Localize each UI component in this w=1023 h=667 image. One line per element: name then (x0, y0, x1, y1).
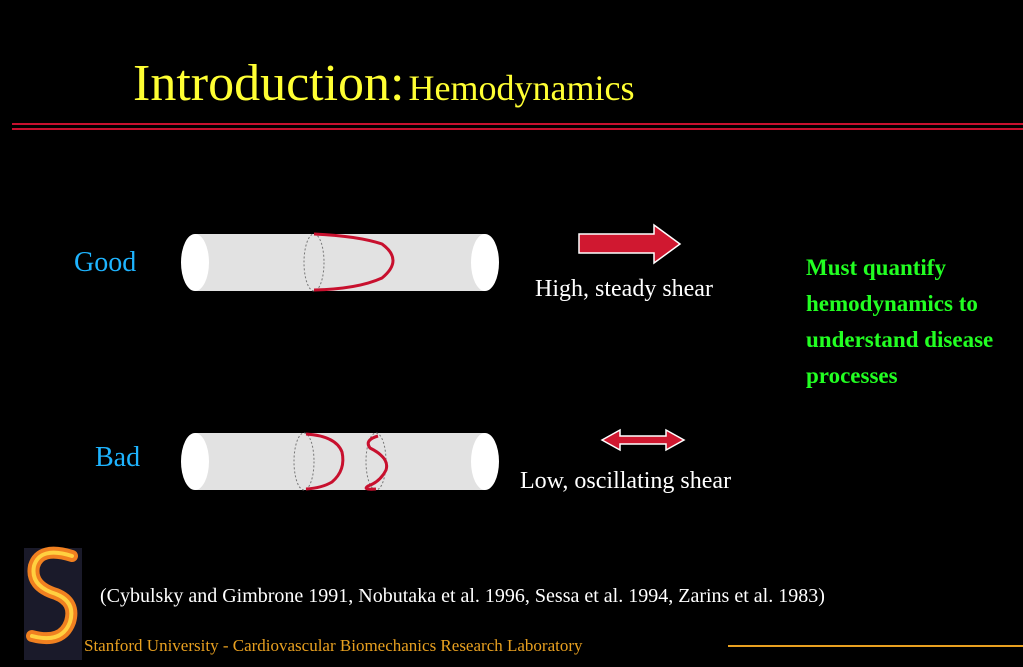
conclusion-note: Must quantify hemodynamics to understand disease processes (806, 255, 994, 388)
right-arrow-icon (579, 225, 680, 263)
footer-rule (728, 645, 1023, 647)
double-arrow-icon (602, 430, 684, 450)
good-vessel (181, 234, 499, 291)
caption-steady-shear: High, steady shear (535, 276, 713, 302)
footer-text: Stanford University - Cardiovascular Biomechanics Research Laboratory (84, 636, 583, 655)
label-good: Good (74, 247, 137, 278)
caption-oscillating-shear: Low, oscillating shear (520, 468, 732, 494)
lab-logo-icon (24, 548, 82, 660)
label-bad: Bad (95, 442, 141, 473)
title-sub: Hemodynamics (408, 68, 635, 108)
citation-text: (Cybulsky and Gimbrone 1991, Nobutaka et al. 1996, Sessa et al. 1994, Zarins et al. 1983) (100, 585, 825, 607)
bad-vessel (181, 433, 499, 490)
title-main: Introduction: (133, 55, 405, 112)
